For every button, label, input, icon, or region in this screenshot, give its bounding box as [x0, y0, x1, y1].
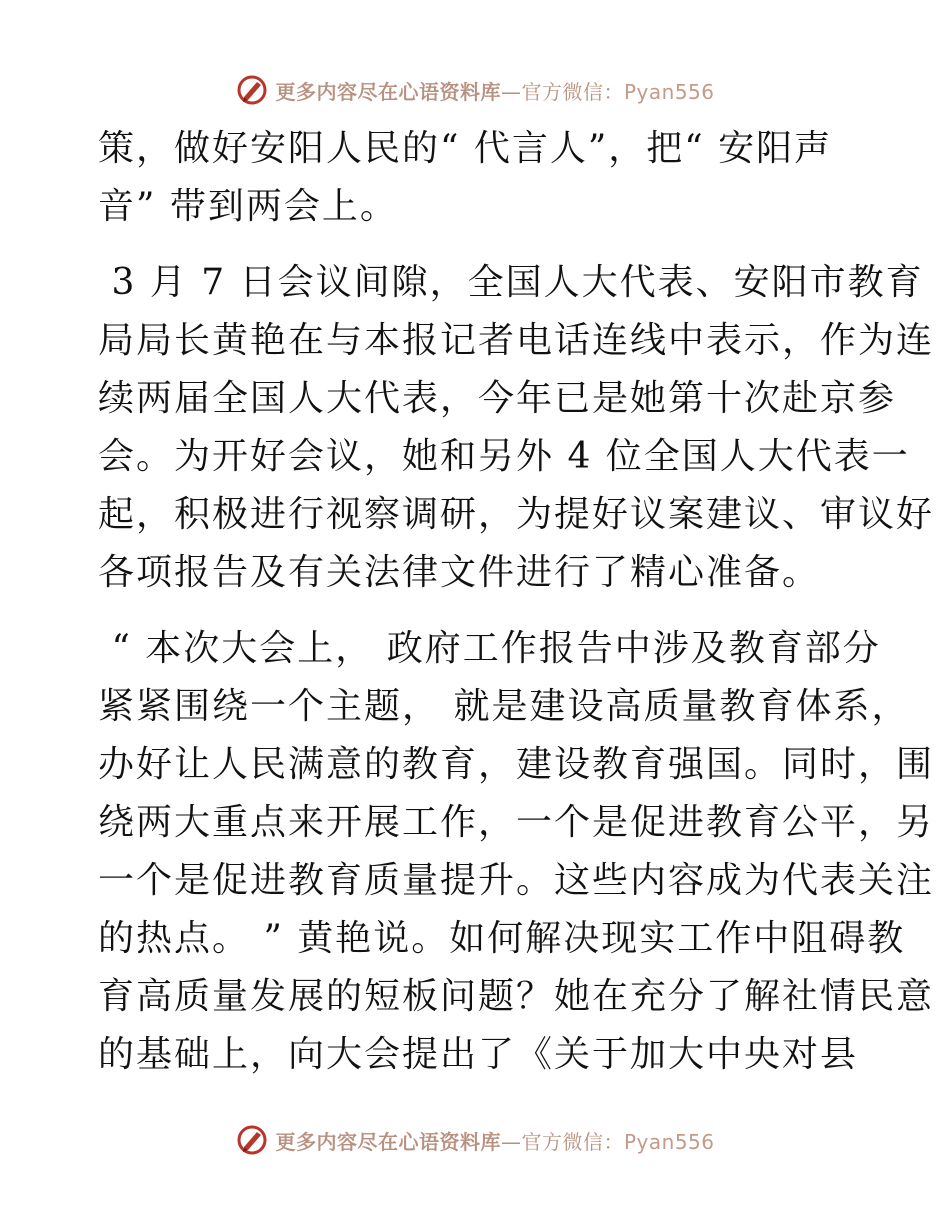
text-line: 各项报告及有关法律文件进行了精心准备。: [98, 552, 821, 593]
text-line: 续两届全国人大代表，今年已是她第十次赴京参: [98, 378, 897, 419]
text-line: 会。为开好会议，她和另外 4 位全国人大代表一: [98, 436, 910, 477]
text-line: 绕两大重点来开展工作，一个是促进教育公平，另: [98, 802, 935, 843]
document-body: [98, 120, 935, 1084]
text-line: “ 本次大会上， 政府工作报告中涉及教育部分: [98, 628, 881, 669]
paragraph: [98, 254, 935, 602]
paragraph: [98, 620, 935, 1084]
text-line: 育高质量发展的短板问题？她在充分了解社情民意: [98, 976, 935, 1017]
banner-title: 更多内容尽在心语资料库: [275, 1129, 501, 1154]
text-line: 局局长黄艳在与本报记者电话连线中表示，作为连: [98, 320, 935, 361]
banner-text: [275, 1126, 714, 1155]
pen-logo-icon: [235, 1123, 269, 1157]
banner-title: 更多内容尽在心语资料库: [275, 79, 501, 104]
banner-wechat-id: Pyan556: [623, 1129, 715, 1154]
footer-banner: [0, 1120, 950, 1160]
text-line: 起，积极进行视察调研，为提好议案建议、审议好: [98, 494, 935, 535]
text-line: 办好让人民满意的教育，建设教育强国。同时，围: [98, 744, 935, 785]
header-banner: [0, 70, 950, 110]
text-line: 策，做好安阳人民的“ 代言人”，把“ 安阳声: [98, 128, 833, 169]
text-line: 3 月 7 日会议间隙，全国人大代表、安阳市教育: [98, 262, 924, 303]
text-line: 音” 带到两会上。: [98, 186, 398, 227]
banner-wechat-id: Pyan556: [623, 79, 715, 104]
banner-separator: —官方微信：: [500, 79, 624, 104]
banner-text: [275, 76, 714, 105]
banner-separator: —官方微信：: [500, 1129, 624, 1154]
text-line: 紧紧围绕一个主题， 就是建设高质量教育体系，: [98, 686, 910, 727]
text-line: 的基础上，向大会提出了《关于加大中央对县: [98, 1034, 859, 1075]
text-line: 的热点。 ” 黄艳说。如何解决现实工作中阻碍教: [98, 918, 906, 959]
paragraph: [98, 120, 858, 236]
pen-logo-icon: [235, 73, 269, 107]
text-line: 一个是促进教育质量提升。这些内容成为代表关注: [98, 860, 935, 901]
